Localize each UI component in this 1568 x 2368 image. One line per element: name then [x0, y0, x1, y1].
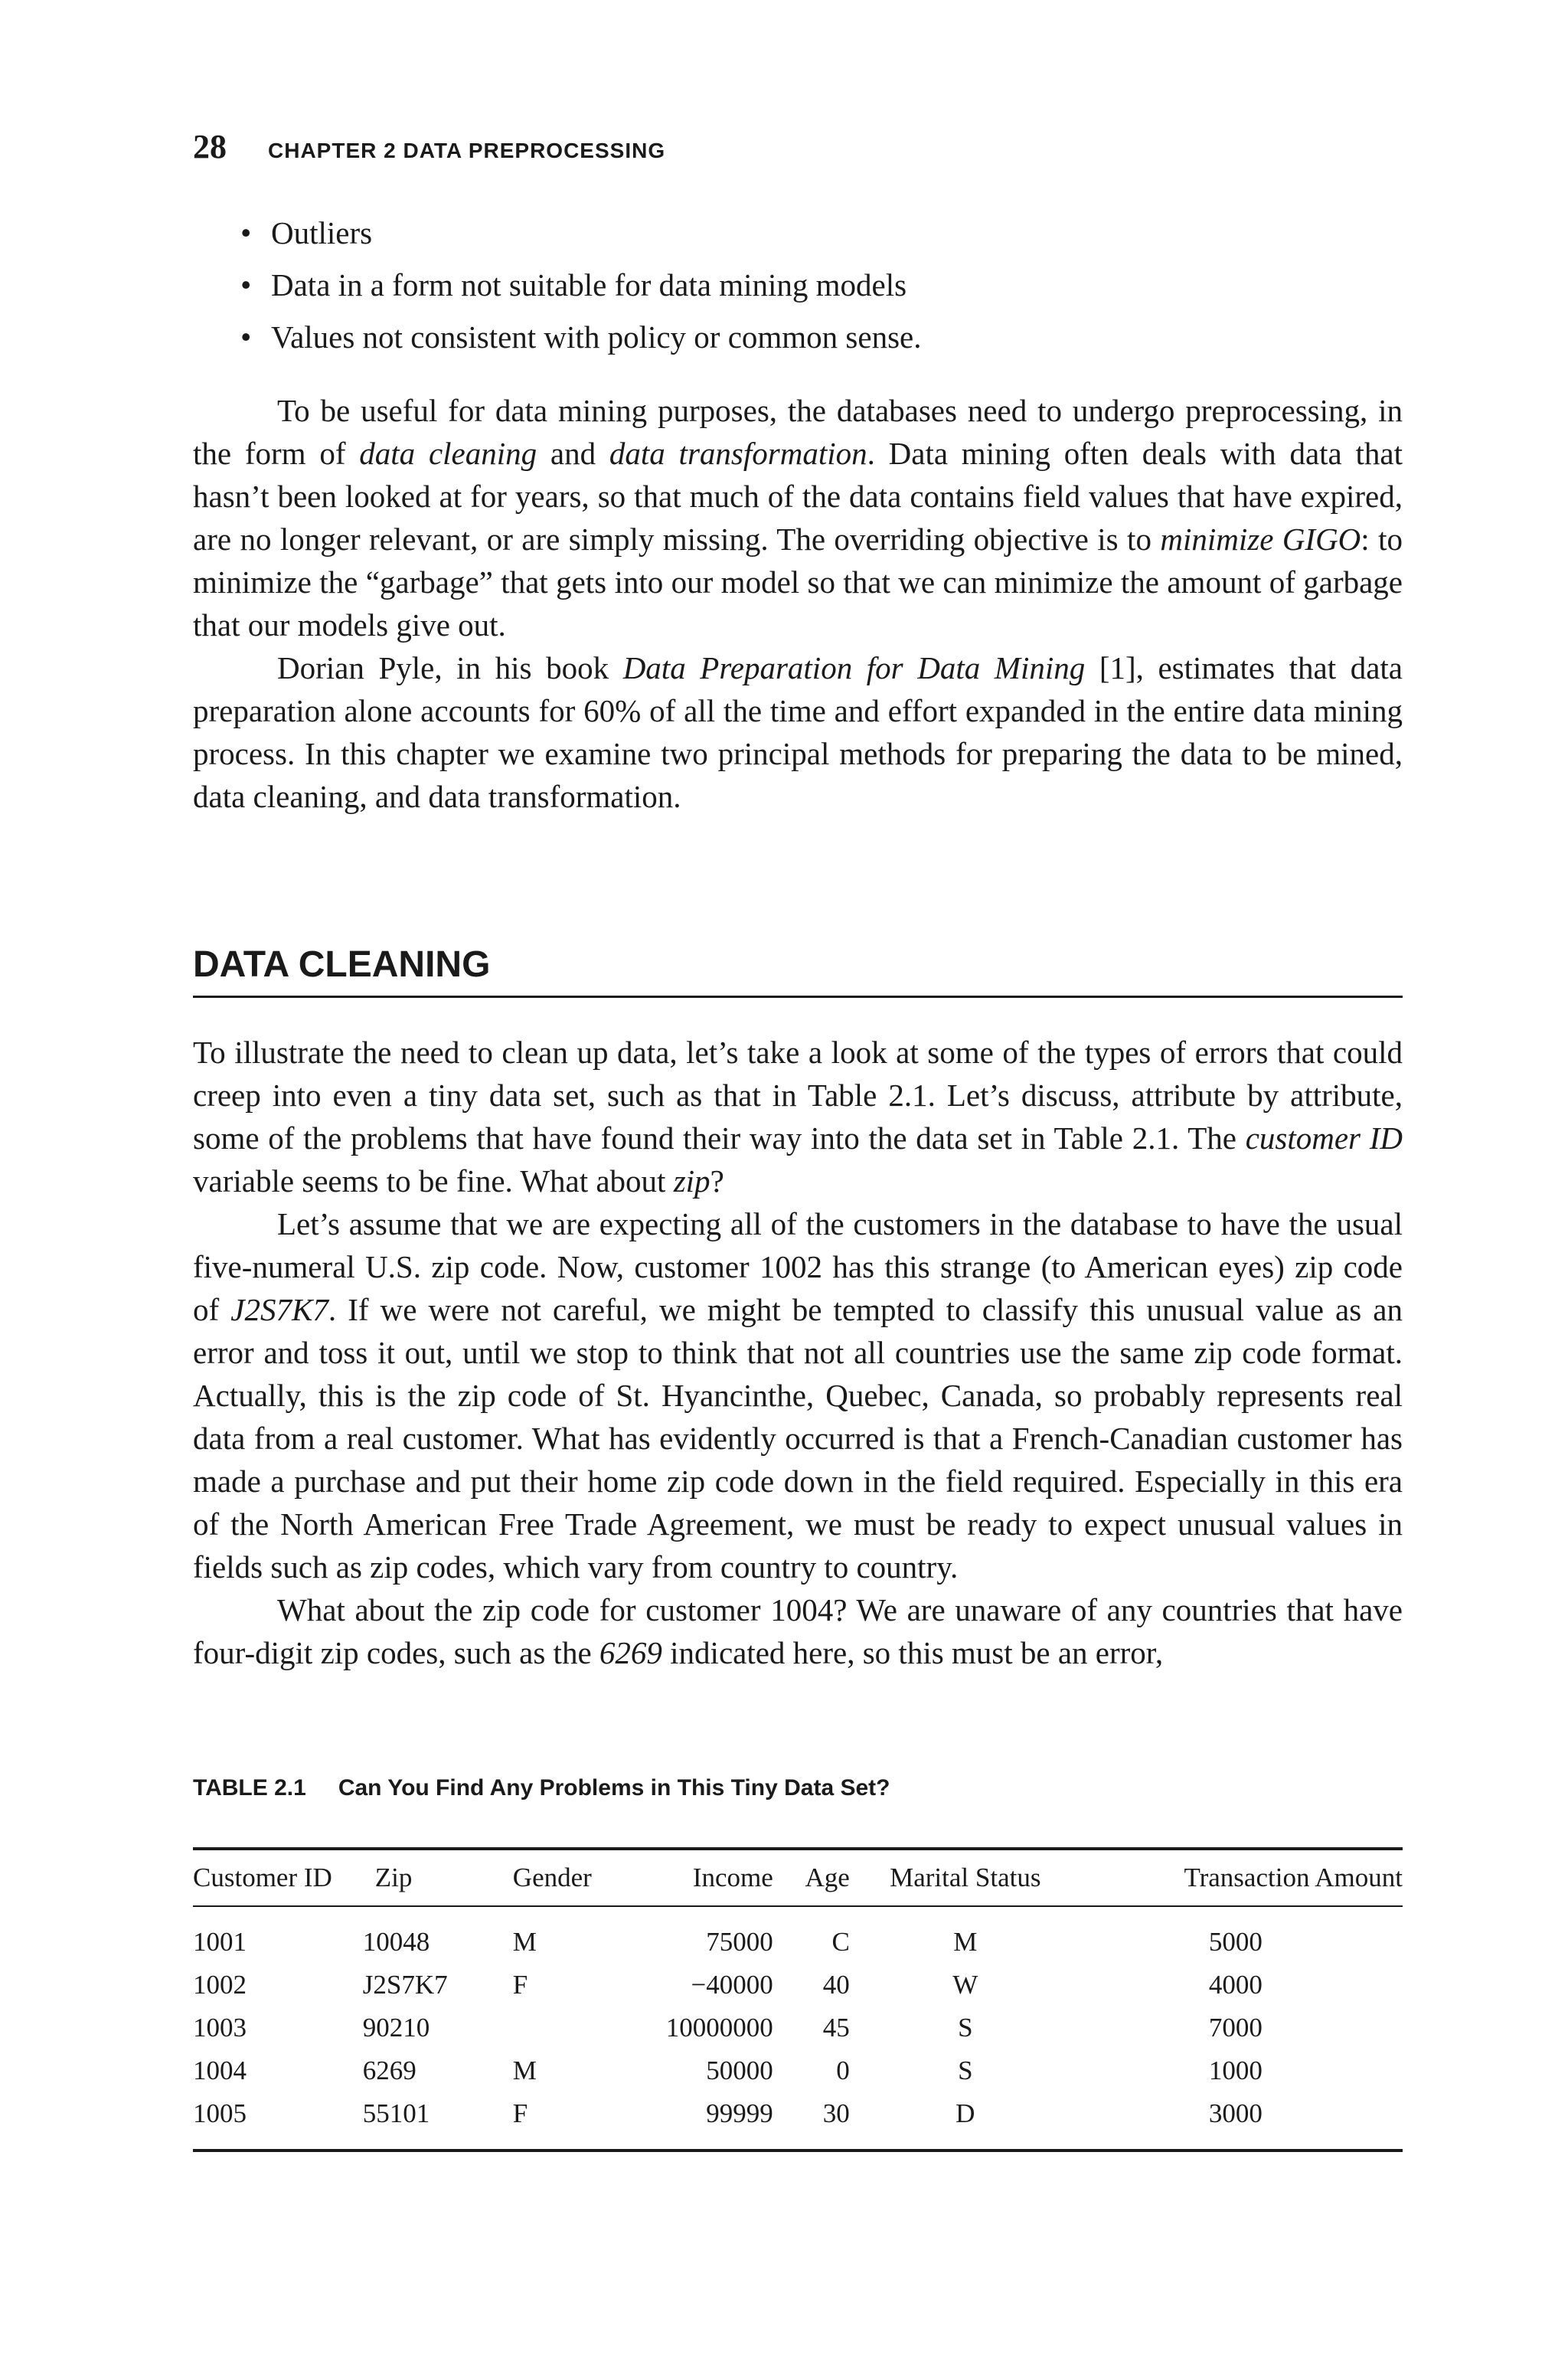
intro-text: [193, 389, 1403, 818]
section-text: [193, 1031, 1403, 1674]
column-header: Gender: [482, 1849, 612, 1906]
list-item: • Outliers: [240, 207, 1389, 259]
bullet-icon: •: [240, 319, 252, 355]
paragraph-preprocessing: To be useful for data mining purposes, the databases need to undergo preprocessing, in the form of data cleaning and data transformation. Data mining often deals with data that hasn’t been looked at for years, so that much of the data contains field values that have expired, are no longer relevant, or are simply missing. The overriding objective is to minimize GIGO: to minimize the “garbage” that gets into our model so that we can minimize the amount of garbage that our models give out.: [193, 393, 1403, 643]
table-row: 1001 10048 M 75000 C M 5000: [193, 1927, 1263, 1957]
paragraph-illustrate: To illustrate the need to clean up data, let’s take a look at some of the types of errors that could creep into even a tiny data set, such as that in Table 2.1. Let’s discuss, attribute by attribute, some of the problems that have found their way into the data set in Table 2.1. The customer ID variable seems to be fine. What about zip?: [193, 1035, 1403, 1199]
table-header-row: [193, 1849, 1403, 1906]
paragraph-pyle: Dorian Pyle, in his book Data Preparation for Data Mining [1], estimates that data preparation alone accounts for 60% of all the time and effort expanded in the entire data mining process. In this chapter we examine two principal methods for preparing the data to be mined, data cleaning, and data transformation.: [193, 650, 1403, 814]
book-page: [193, 0, 1403, 2368]
table-row: 1005 55101 F 99999 30 D 3000: [193, 2092, 1403, 2150]
column-header: Zip: [332, 1849, 482, 1906]
list-item: • Values not consistent with policy or common sense.: [240, 311, 1389, 363]
table-row: 1003 90210 10000000 45 S 7000: [193, 2013, 1263, 2043]
bullet-icon: •: [240, 267, 252, 303]
paragraph-customer-1004: What about the zip code for customer 1004? We are unaware of any countries that have four-digit zip codes, such as the 6269 indicated here, so this must be an error,: [193, 1592, 1403, 1670]
column-header: Income: [612, 1849, 773, 1906]
table-caption-text: Can You Find Any Problems in This Tiny Data Set?: [338, 1775, 890, 1801]
data-table: [193, 1847, 1403, 2152]
page-number: 28: [193, 128, 227, 165]
column-header: Transaction Amount: [1069, 1849, 1403, 1906]
table-label: TABLE 2.1: [193, 1775, 306, 1801]
paragraph-zip-codes: Let’s assume that we are expecting all of the customers in the database to have the usual five-numeral U.S. zip code. Now, customer 1002 has this strange (to American eyes) zip code of J2S7K7. If we were not careful, we might be tempted to classify this unusual value as an error and toss it out, until we stop to think that not all countries use the same zip code format. Actually, this is the zip code of St. Hyancinthe, Quebec, Canada, so probably represents real data from a real customer. What has evidently occurred is that a French-Canadian customer has made a purchase and put their home zip code down in the field required. Especially in this era of the North American Free Trade Agreement, we must be ready to expect unusual values in fields such as zip codes, which vary from country to country.: [193, 1206, 1403, 1585]
table-row: 1002 J2S7K7 F −40000 40 W 4000: [193, 1970, 1263, 2000]
chapter-title: CHAPTER 2 DATA PREPROCESSING: [268, 139, 666, 162]
running-head: [193, 127, 665, 173]
list-item: • Data in a form not suitable for data mining models: [240, 259, 1389, 311]
table-caption: [193, 1775, 890, 1801]
table-row: 1004 6269 M 50000 0 S 1000: [193, 2056, 1263, 2085]
column-header: Customer ID: [193, 1849, 332, 1906]
section-heading: DATA CLEANING: [193, 940, 1403, 998]
bullet-list: [240, 207, 1389, 363]
bullet-icon: •: [240, 215, 252, 250]
column-header: Age: [773, 1849, 862, 1906]
column-header: Marital Status: [862, 1849, 1069, 1906]
